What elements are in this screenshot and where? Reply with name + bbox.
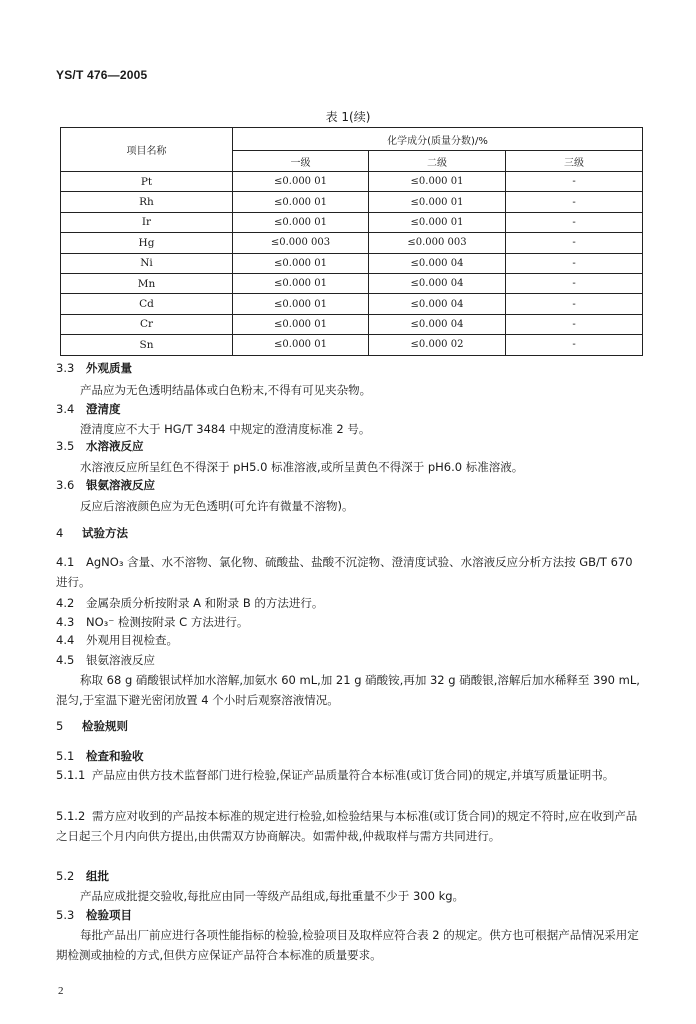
section-heading-4 [56, 525, 128, 541]
section-number: 3.5 [56, 439, 75, 453]
section-title: 组批 [86, 869, 109, 883]
section-text-5-3: 每批产品出厂前应进行各项性能指标的检验,检验项目及取样应符合表 2 的规定。供方也可根据产品情况采用定期检测或抽检的方式,但供方应保证产品符合本标准的质量要求。 [56, 928, 639, 962]
section-text: 金属杂质分析按附录 A 和附录 B 的方法进行。 [86, 596, 324, 610]
grade-2-cell: ≤0.000 01 [369, 192, 506, 212]
section-title: 检验项目 [86, 908, 132, 922]
section-5-1-2 [56, 806, 641, 846]
section-text-3-4: 澄清度应不大于 HG/T 3484 中规定的澄清度标准 2 号。 [80, 422, 371, 436]
section-title: 澄清度 [86, 402, 121, 416]
section-4-4 [56, 630, 641, 650]
section-number: 5.2 [56, 869, 75, 883]
section-number: 3.4 [56, 402, 75, 416]
section-text-4-5: 称取 68 g 硝酸银试样加水溶解,加氨水 60 mL,加 21 g 硝酸铵,再加 32 g 硝酸银,溶解后加水稀释至 390 mL,混匀,于室温下避光密闭放置 4 个小时后观察溶液情况。 [56, 673, 640, 707]
section-number: 5.1 [56, 749, 75, 763]
section-text: AgNO₃ 含量、水不溶物、氯化物、硫酸盐、盐酸不沉淀物、澄清度试验、水溶液反应分析方法按 GB/T 670进行。 [56, 555, 633, 589]
table-title: 表 1(续) [325, 110, 371, 124]
section-heading-3-5 [56, 438, 144, 454]
section-text-3-3: 产品应为无色透明结晶体或白色粉末,不得有可见夹杂物。 [80, 383, 372, 397]
table-row [61, 294, 643, 314]
section-4-5 [56, 650, 641, 670]
section-number: 3.6 [56, 478, 75, 492]
section-title: 检查和验收 [86, 749, 144, 763]
table-row [61, 253, 643, 273]
section-number: 4.2 [56, 596, 75, 610]
table-row [61, 212, 643, 232]
section-heading-5 [56, 718, 128, 734]
section-text: 需方应对收到的产品按本标准的规定进行检验,如检验结果与本标准(或订货合同)的规定不符时,应在收到产品之日起三个月内向供方提出,由供需双方协商解决。如需仲裁,仲裁取样与需方共同进行。 [56, 809, 638, 843]
grade-1-cell: ≤0.000 003 [233, 233, 369, 253]
section-text-3-5: 水溶液反应所呈红色不得深于 pH5.0 标准溶液,或所呈黄色不得深于 pH6.0 标准溶液。 [80, 460, 524, 474]
column-header-item: 项目名称 [61, 128, 233, 172]
table-row [61, 192, 643, 212]
section-number: 4.1 [56, 555, 75, 569]
element-cell: Sn [61, 335, 233, 355]
standard-code: YS/T 476—2005 [56, 68, 148, 82]
section-title: 外观质量 [86, 361, 132, 375]
column-header-grade-3: 三级 [506, 151, 643, 172]
section-title: 银氨溶液反应 [86, 478, 155, 492]
grade-2-cell: ≤0.000 01 [369, 172, 506, 192]
grade-1-cell: ≤0.000 01 [233, 273, 369, 293]
grade-3-cell: - [506, 172, 643, 192]
section-number: 5 [56, 719, 64, 733]
element-cell: Ni [61, 253, 233, 273]
grade-3-cell: - [506, 294, 643, 314]
element-cell: Hg [61, 233, 233, 253]
section-4-3 [56, 612, 641, 632]
grade-1-cell: ≤0.000 01 [233, 192, 369, 212]
section-number: 5.1.2 [56, 809, 86, 823]
element-cell: Pt [61, 172, 233, 192]
section-title: 水溶液反应 [86, 439, 144, 453]
section-text: NO₃⁻ 检测按附录 C 方法进行。 [86, 615, 249, 629]
table-row [61, 314, 643, 334]
grade-3-cell: - [506, 253, 643, 273]
grade-3-cell: - [506, 192, 643, 212]
section-number: 4 [56, 526, 64, 540]
grade-2-cell: ≤0.000 003 [369, 233, 506, 253]
section-heading-3-6 [56, 477, 155, 493]
grade-3-cell: - [506, 233, 643, 253]
grade-2-cell: ≤0.000 04 [369, 294, 506, 314]
section-number: 4.3 [56, 615, 75, 629]
grade-2-cell: ≤0.000 04 [369, 273, 506, 293]
section-heading-5-2 [56, 868, 109, 884]
element-cell: Mn [61, 273, 233, 293]
section-heading-3-3 [56, 360, 132, 376]
column-group-header: 化学成分(质量分数)/% [233, 128, 643, 151]
grade-1-cell: ≤0.000 01 [233, 172, 369, 192]
section-title: 检验规则 [82, 719, 128, 733]
grade-2-cell: ≤0.000 04 [369, 314, 506, 334]
grade-2-cell: ≤0.000 04 [369, 253, 506, 273]
section-heading-5-3 [56, 907, 132, 923]
grade-2-cell: ≤0.000 02 [369, 335, 506, 355]
section-5-1-1 [56, 765, 641, 785]
grade-1-cell: ≤0.000 01 [233, 314, 369, 334]
grade-3-cell: - [506, 273, 643, 293]
grade-2-cell: ≤0.000 01 [369, 212, 506, 232]
element-cell: Rh [61, 192, 233, 212]
section-title: 试验方法 [82, 526, 128, 540]
page-number: 2 [58, 985, 64, 997]
grade-1-cell: ≤0.000 01 [233, 212, 369, 232]
table-row [61, 172, 643, 192]
grade-3-cell: - [506, 212, 643, 232]
grade-1-cell: ≤0.000 01 [233, 335, 369, 355]
table-row [61, 273, 643, 293]
section-number: 3.3 [56, 361, 75, 375]
section-4-1 [56, 552, 641, 592]
section-title: 银氨溶液反应 [86, 653, 155, 667]
grade-1-cell: ≤0.000 01 [233, 294, 369, 314]
section-number: 5.1.1 [56, 768, 86, 782]
element-cell: Ir [61, 212, 233, 232]
grade-1-cell: ≤0.000 01 [233, 253, 369, 273]
section-number: 4.4 [56, 633, 75, 647]
section-number: 5.3 [56, 908, 75, 922]
column-header-grade-1: 一级 [233, 151, 369, 172]
section-heading-3-4 [56, 401, 121, 417]
section-text: 产品应由供方技术监督部门进行检验,保证产品质量符合本标准(或订货合同)的规定,并填写质量证明书。 [92, 768, 615, 782]
section-number: 4.5 [56, 653, 75, 667]
column-header-grade-2: 二级 [369, 151, 506, 172]
section-4-2 [56, 593, 641, 613]
section-text-3-6: 反应后溶液颜色应为无色透明(可允许有微量不溶物)。 [80, 499, 354, 513]
section-text: 外观用目视检查。 [86, 633, 178, 647]
table-row [61, 335, 643, 355]
element-cell: Cd [61, 294, 233, 314]
section-heading-5-1 [56, 748, 144, 764]
table-row [61, 233, 643, 253]
section-text-5-2: 产品应成批提交验收,每批应由同一等级产品组成,每批重量不少于 300 kg。 [80, 889, 465, 903]
chemical-composition-table [60, 127, 643, 356]
grade-3-cell: - [506, 335, 643, 355]
element-cell: Cr [61, 314, 233, 334]
grade-3-cell: - [506, 314, 643, 334]
